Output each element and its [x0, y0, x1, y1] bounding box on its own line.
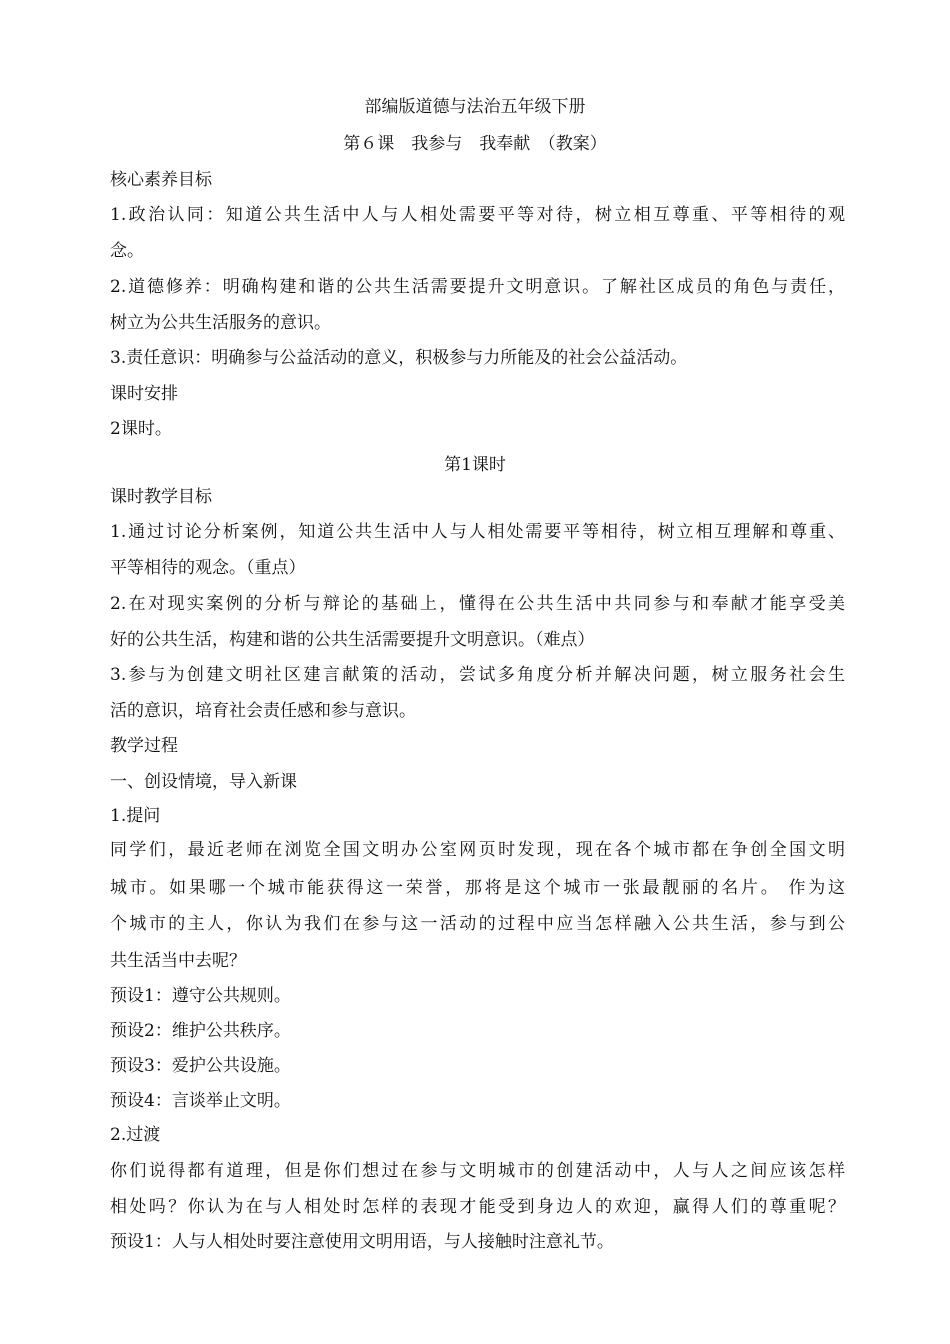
section-heading: 核心素养目标	[110, 170, 212, 190]
text-line: 好的公共生活，构建和谐的公共生活需要提升文明意识。（难点）	[110, 630, 595, 650]
text-line: 共生活当中去呢？	[110, 951, 246, 971]
doc-subtitle: 第６课 我参与 我奉献 （教案）	[343, 134, 607, 154]
text-line: 预设1：人与人相处时要注意使用文明用语，与人接触时注意礼节。	[110, 1232, 614, 1252]
text-line: 树立为公共生活服务的意识。	[110, 313, 331, 333]
text-line: 2课时。	[110, 419, 172, 439]
lesson-heading: 第1课时	[444, 455, 506, 475]
text-line: 1.政治认同：知道公共生活中人与人相处需要平等对待，树立相互尊重、平等相待的观	[110, 205, 845, 225]
text-line: 预设4：言谈举止文明。	[110, 1091, 291, 1111]
text-line: 你们说得都有道理，但是你们想过在参与文明城市的创建活动中，人与人之间应该怎样	[110, 1161, 845, 1181]
text-line: 预设3：爱护公共设施。	[110, 1056, 291, 1076]
section-heading: 一、创设情境，导入新课	[110, 772, 297, 792]
section-heading: 课时安排	[110, 384, 178, 404]
text-line: 个城市的主人，你认为我们在参与这一活动的过程中应当怎样融入公共生活，参与到公	[110, 914, 845, 934]
text-line: 1.提问	[110, 806, 161, 826]
text-line: 同学们，最近老师在浏览全国文明办公室网页时发现，现在各个城市都在争创全国文明	[110, 840, 845, 860]
text-line: 相处吗？你认为在与人相处时怎样的表现才能受到身边人的欢迎，赢得人们的尊重呢？	[110, 1197, 845, 1217]
text-line: 平等相待的观念。（重点）	[110, 558, 306, 578]
text-line: 预设1：遵守公共规则。	[110, 986, 291, 1006]
doc-title: 部编版道德与法治五年级下册	[364, 97, 586, 117]
text-line: 2.在对现实案例的分析与辩论的基础上，懂得在公共生活中共同参与和奉献才能享受美	[110, 594, 845, 614]
section-heading: 教学过程	[110, 736, 178, 756]
section-heading: 课时教学目标	[110, 487, 212, 507]
text-line: 活的意识，培育社会责任感和参与意识。	[110, 701, 416, 721]
text-line: 3.责任意识：明确参与公益活动的意义，积极参与力所能及的社会公益活动。	[110, 348, 688, 368]
text-line: 1.通过讨论分析案例，知道公共生活中人与人相处需要平等相待，树立相互理解和尊重、	[110, 522, 845, 542]
text-line: 3.参与为创建文明社区建言献策的活动，尝试多角度分析并解决问题，树立服务社会生	[110, 665, 845, 685]
text-line: 城市。如果哪一个城市能获得这一荣誉，那将是这个城市一张最靓丽的名片。 作为这	[110, 878, 845, 898]
text-line: 念。	[110, 241, 144, 261]
text-line: 2.过渡	[110, 1125, 161, 1145]
text-line: 预设2：维护公共秩序。	[110, 1021, 291, 1041]
text-line: 2.道德修养：明确构建和谐的公共生活需要提升文明意识。了解社区成员的角色与责任，	[110, 277, 845, 297]
